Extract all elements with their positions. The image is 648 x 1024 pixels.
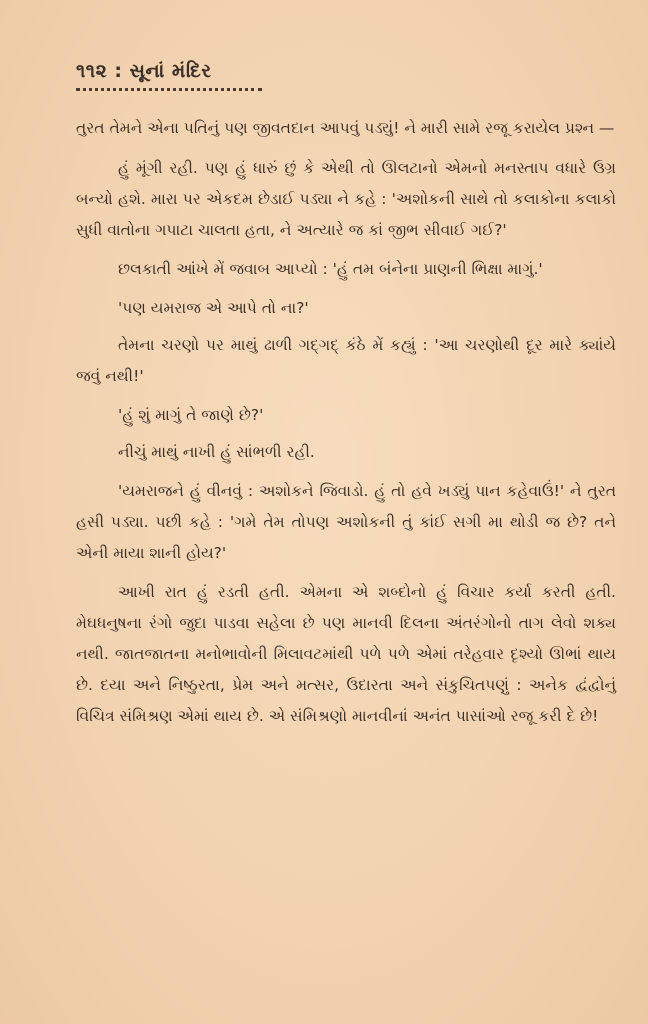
book-page bbox=[76, 56, 616, 740]
paragraph-8: 'યમરાજને હું વીનવું : અશોકને જિવાડો. હું તો હવે ખડ્યું પાન કહેવાઉં!' ને તુરત હસી પડ્યા. પછી કહે : 'ગમે તેમ તોપણ અશોકની તું કાંઈ સગી મા થોડી જ છે? તને એની માયા શાની હોય?' bbox=[76, 482, 616, 562]
paragraph-9: આખી રાત હું રડતી હતી. એમના એ શબ્દોનો હું વિચાર કર્યા કરતી હતી. મેઘધનુષના રંગો જુદા પાડવા સહેલા છે પણ માનવી દિલના અંતરંગોનો તાગ લેવો શક્ય નથી. જાતજાતના મનોભાવોની મિલાવટમાંથી પળે પળે એમાં તરેહવાર દૃશ્યો ઊભાં થાય છે. દયા અને નિષ્ઠુરતા, પ્રેમ અને મત્સર, ઉદારતા અને સંકુચિતપણું : અનેક દ્વંદ્વોનું વિચિત્ર સંમિશ્રણ એમાં થાય છે. એ સંમિશ્રણો માનવીનાં અનંત પાસાંઓ રજૂ કરી દે છે! bbox=[76, 583, 616, 725]
paragraph-6: 'હું શું માગું તે જાણે છે?' bbox=[118, 406, 264, 424]
page-header: ૧૧૨ : સૂનાં મંદિર bbox=[76, 60, 212, 82]
header-dotted-rule bbox=[76, 88, 262, 91]
paragraph-7: નીચું માથું નાખી હું સાંભળી રહી. bbox=[118, 443, 315, 461]
paragraph-1: તુરત તેમને એના પતિનું પણ જીવતદાન આપવું પડ્યું! ને મારી સામે રજૂ કરાયેલ પ્રશ્ન — bbox=[76, 119, 615, 137]
paragraph-5: તેમના ચરણો પર માથું ઢાળી ગદ્ગદ્ કંઠે મેં કહ્યું : 'આ ચરણોથી દૂર મારે ક્યાંયે જવું નથી!' bbox=[76, 336, 616, 385]
paragraph-3: છલકાતી આંખે મેં જવાબ આપ્યો : 'હું તમ બંનેના પ્રાણની ભિક્ષા માગું.' bbox=[118, 260, 543, 278]
page-body bbox=[76, 113, 616, 732]
paragraph-4: 'પણ યમરાજ એ આપે તો ના?' bbox=[118, 299, 309, 317]
paragraph-2: હું મૂંગી રહી. પણ હું ધારું છું કે એથી તો ઊલટાનો એમનો મનસ્તાપ વધારે ઉગ્ર બન્યો હશે. મારા પર એકદમ છેડાઈ પડ્યા ને કહે : 'અશોકની સાથે તો કલાકોના કલાકો સુધી વાતોના ગપાટા ચાલતા હતા, ને અત્યારે જ કાં જીભ સીવાઈ ગઈ?' bbox=[76, 159, 616, 239]
